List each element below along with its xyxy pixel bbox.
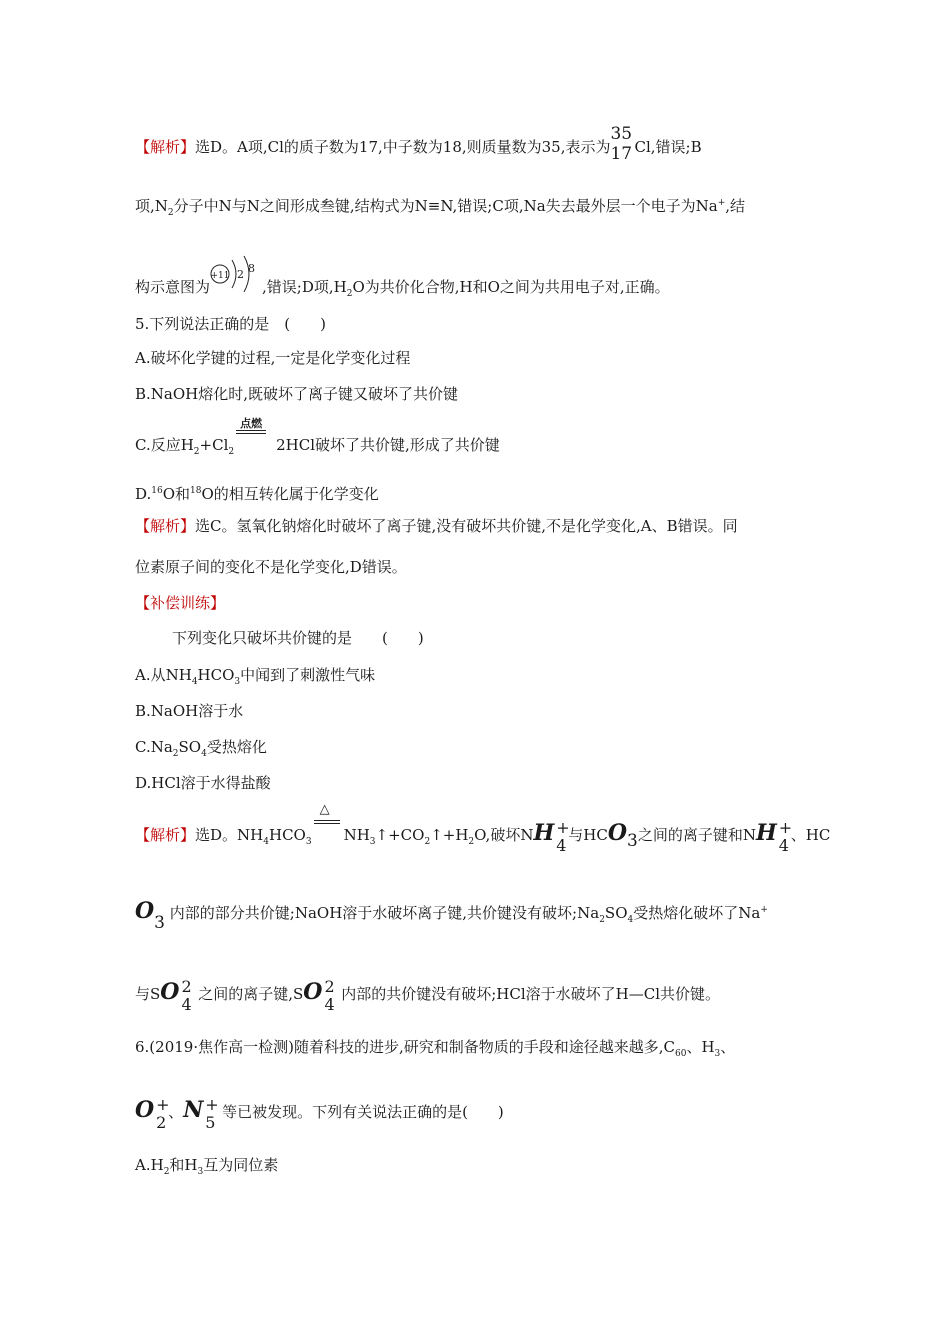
subscript: 2 <box>163 1167 170 1177</box>
subscript: 4 <box>627 915 634 925</box>
text: 和H <box>169 1156 198 1174</box>
text: O和 <box>162 485 191 503</box>
text: O,破坏N <box>474 826 534 844</box>
text: A.从NH <box>135 666 192 684</box>
text: 项,N <box>135 197 168 215</box>
text: ↑+CO <box>375 826 425 844</box>
text: 受热熔化破坏了Na <box>633 904 761 922</box>
subscript: 4 <box>201 749 207 759</box>
text: D. <box>135 485 152 503</box>
ion-n: N <box>183 1097 204 1123</box>
text: 、H <box>686 1038 715 1056</box>
mass-number: 35 <box>610 124 633 144</box>
subscript: 2 <box>424 837 431 847</box>
practice-tag: 【补偿训练】 <box>135 594 226 612</box>
subscript: 2 <box>599 915 605 925</box>
analysis-line-2 <box>135 193 745 223</box>
text: A.H <box>135 1156 164 1174</box>
shell-2-label: 8 <box>248 262 256 275</box>
charge-fraction: 2 4 <box>181 977 192 1014</box>
q5-option-a: A.破坏化学键的过程,一定是化学变化过程 <box>135 349 411 367</box>
text: O为共价化合物,H和O之间为共用电子对,正确。 <box>352 278 670 296</box>
nuclide-notation <box>610 124 634 164</box>
text: 受热熔化 <box>206 738 267 756</box>
condition-label: 点燃 <box>240 417 263 430</box>
subscript: 60 <box>674 1049 687 1059</box>
subscript: 3 <box>714 1049 721 1059</box>
text: SO <box>604 904 628 922</box>
subscript: 3 <box>305 837 312 847</box>
practice-option-b: B.NaOH溶于水 <box>135 702 244 720</box>
superscript: 18 <box>190 486 202 496</box>
text: HCO <box>197 666 235 684</box>
sodium-ion-structure-diagram <box>210 252 262 294</box>
text: 中闻到了刺激性气味 <box>240 666 376 684</box>
analysis-tag: 【解析】 <box>135 138 196 156</box>
superscript: + <box>760 905 768 915</box>
text: 等已被发现。下列有关说法正确的是( ) <box>222 1103 504 1121</box>
text: 、HC <box>790 826 831 844</box>
text: 选C。氢氧化钠熔化时破坏了离子键,没有破坏共价键,不是化学变化,A、B错误。同 <box>195 517 738 535</box>
subscript: 3 <box>234 677 241 687</box>
subscript: 3 <box>154 913 165 933</box>
text: 、 <box>168 1103 184 1121</box>
ion-o: O <box>135 1097 155 1123</box>
sulfate-o: O <box>303 979 323 1005</box>
subscript: 2 <box>172 749 179 759</box>
practice-option-a <box>135 665 375 692</box>
text: NH <box>343 826 370 844</box>
q6-stem-line-1 <box>135 1037 735 1064</box>
condition-label: △ <box>319 802 330 817</box>
text: 之间的离子键,S <box>198 985 304 1003</box>
text: 2HCl破坏了共价键,形成了共价键 <box>276 436 500 454</box>
text: 内部的部分共价键;NaOH溶于水破坏离子键,共价键没有破坏;Na <box>169 904 600 922</box>
reaction-condition <box>234 417 276 456</box>
text: C.反应H <box>135 436 194 454</box>
text: SO <box>178 738 202 756</box>
analysis-tag: 【解析】 <box>135 517 196 535</box>
text: 选D。NH <box>195 826 264 844</box>
text: 与HC <box>568 826 608 844</box>
q5-option-b: B.NaOH熔化时,既破坏了离子键又破坏了共价键 <box>135 385 459 403</box>
subscript: 2 <box>193 447 200 457</box>
subscript: 4 <box>191 677 198 687</box>
subscript: 3 <box>626 831 638 851</box>
text: 选D。A项,Cl的质子数为17,中子数为18,则质量数为35,表示为 <box>195 138 611 156</box>
practice-analysis-line-1 <box>135 802 831 855</box>
subscript: 2 <box>167 208 174 218</box>
text: 分子中N与N之间形成叁键,结构式为N≡N,错误;C项,Na失去最外层一个电子为Na <box>173 197 718 215</box>
q5-analysis-line-1 <box>135 516 738 536</box>
text: 与S <box>135 985 161 1003</box>
q5-option-d <box>135 481 379 504</box>
practice-stem: 下列变化只破坏共价键的是 ( ) <box>172 629 424 647</box>
text: ,结 <box>725 197 746 215</box>
text: Cl,错误;B <box>634 138 702 156</box>
text: 6.(2019·焦作高一检测)随着科技的进步,研究和制备物质的手段和途径越来越多,C <box>135 1038 675 1056</box>
text: HCO <box>268 826 306 844</box>
text: O的相互转化属于化学变化 <box>201 485 379 503</box>
text: 内部的共价键没有破坏;HCl溶于水破坏了H—Cl共价键。 <box>341 985 721 1003</box>
practice-analysis-line-2 <box>135 898 768 933</box>
ammonium-h: H <box>533 820 555 846</box>
text: 构示意图为 <box>135 278 211 296</box>
nucleus-label: +11 <box>210 271 230 281</box>
bicarbonate-o: O <box>607 820 627 846</box>
text: +Cl <box>199 436 229 454</box>
subscript: 4 <box>263 837 269 847</box>
practice-analysis-line-3 <box>135 977 721 1014</box>
subscript: 3 <box>369 837 376 847</box>
superscript: + <box>717 198 726 208</box>
text: ↑+H <box>430 826 469 844</box>
q5-stem: 5.下列说法正确的是 ( ) <box>135 315 327 333</box>
charge-fraction: + 4 <box>556 818 570 855</box>
sulfate-o: O <box>160 979 180 1005</box>
bicarbonate-o: O <box>135 898 155 924</box>
q6-option-a <box>135 1155 278 1182</box>
atomic-number: 17 <box>610 144 633 164</box>
practice-option-c <box>135 737 267 764</box>
q5-option-c <box>135 417 500 462</box>
shell-1-label: 2 <box>237 268 245 281</box>
charge-fraction: + 2 <box>156 1095 170 1132</box>
charge-fraction: + 4 <box>778 818 793 855</box>
charge-fraction: 2 4 <box>324 977 335 1014</box>
q5-analysis-line-2: 位素原子间的变化不是化学变化,D错误。 <box>135 558 407 576</box>
text: 互为同位素 <box>203 1156 279 1174</box>
text: 、 <box>720 1038 736 1056</box>
subscript: 3 <box>197 1167 204 1177</box>
ammonium-h: H <box>755 820 777 846</box>
analysis-tag: 【解析】 <box>135 826 196 844</box>
subscript: 2 <box>346 289 353 299</box>
superscript: 16 <box>151 486 163 496</box>
analysis-line-3 <box>135 262 670 304</box>
text: 之间的离子键和N <box>637 826 756 844</box>
analysis-line-1 <box>135 124 702 164</box>
charge-fraction: + 5 <box>205 1095 219 1132</box>
text: ,错误;D项,H <box>262 278 347 296</box>
subscript: 2 <box>468 837 475 847</box>
subscript: 2 <box>228 447 235 457</box>
text: C.Na <box>135 738 173 756</box>
practice-option-d: D.HCl溶于水得盐酸 <box>135 774 271 792</box>
reaction-condition <box>312 802 344 846</box>
q6-stem-line-2 <box>135 1095 504 1132</box>
